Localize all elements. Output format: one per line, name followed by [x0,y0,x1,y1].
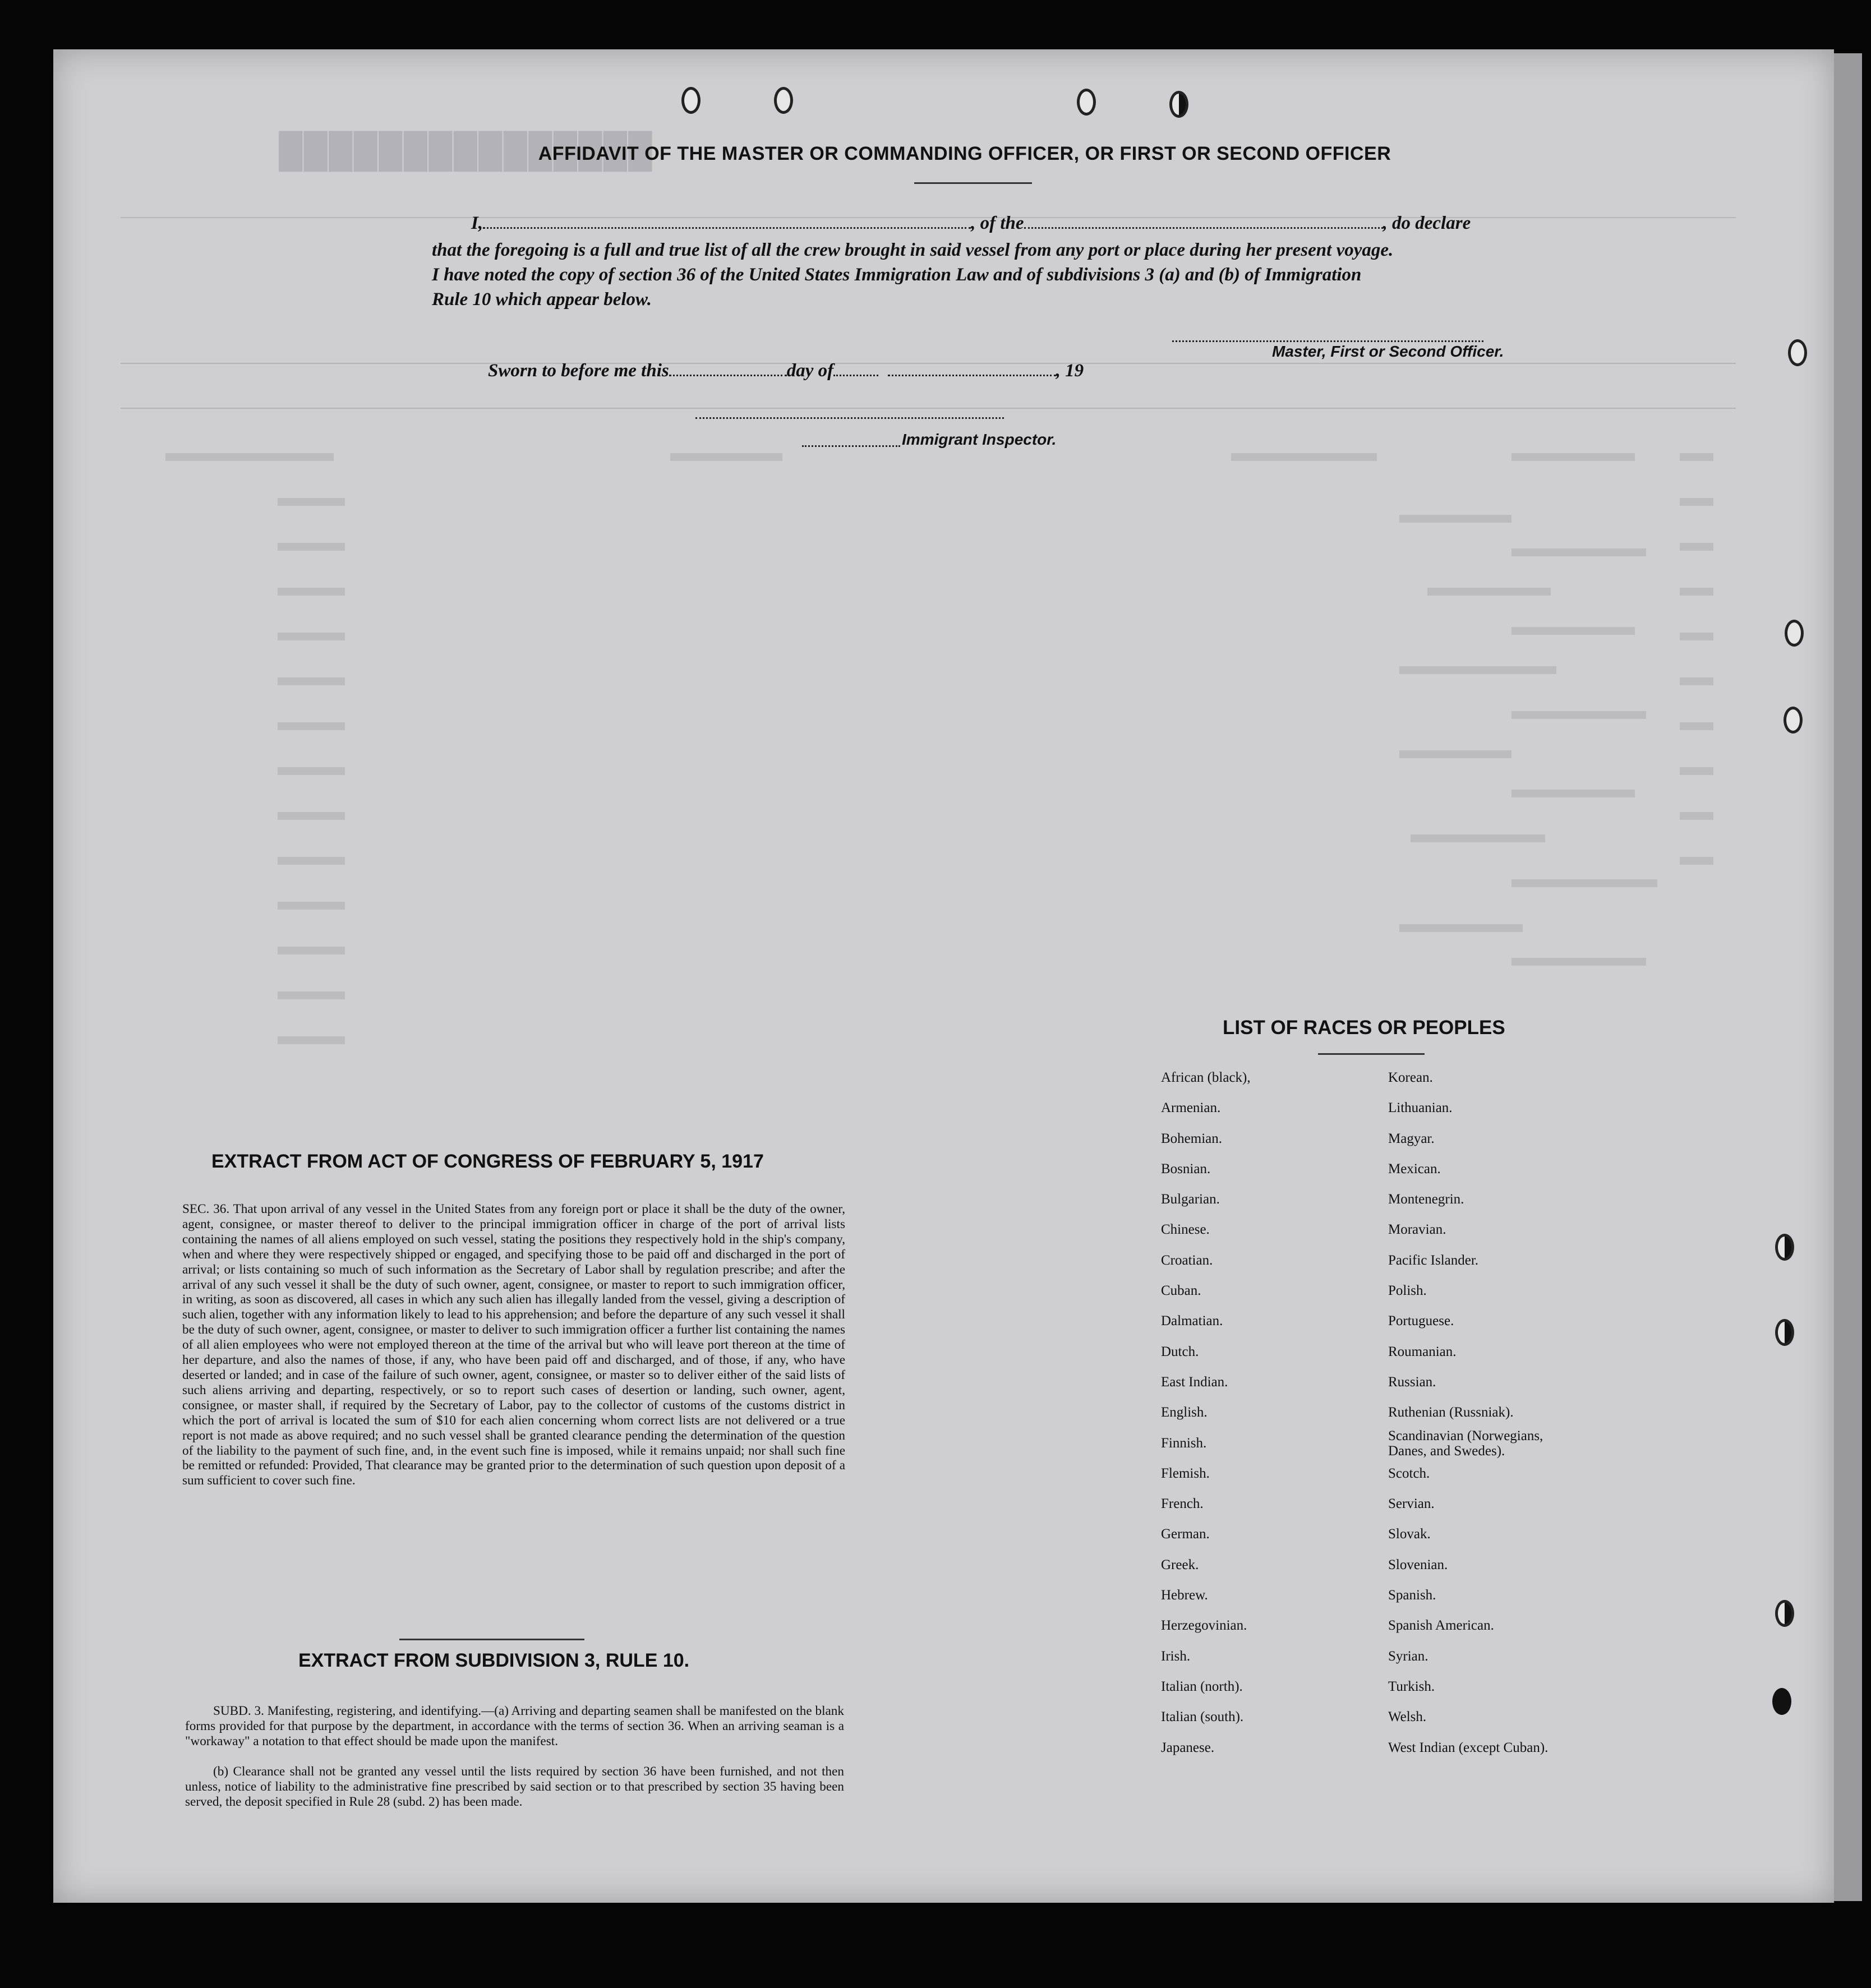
race-item: Irish. [1161,1648,1191,1664]
rule-heading-underline [399,1639,584,1640]
races-heading: LIST OF RACES OR PEOPLES [1223,1017,1505,1039]
race-item: Russian. [1388,1374,1436,1390]
race-item: Montenegrin. [1388,1192,1464,1207]
races-heading-underline [1318,1053,1425,1055]
race-item: Finnish. [1161,1435,1207,1451]
race-item: Scotch. [1388,1465,1430,1481]
punch-hole [681,87,701,114]
punch-hole [1785,620,1804,647]
punch-hole [1772,1688,1791,1715]
inspector-blank-2[interactable] [802,433,900,447]
punch-hole [1775,1234,1794,1261]
race-item: Armenian. [1161,1100,1221,1116]
sworn-day-blank[interactable] [669,362,787,376]
sworn-month-blank-2[interactable] [888,362,1056,376]
race-item: East Indian. [1161,1374,1228,1390]
punch-hole [1169,91,1188,118]
inspector-signature-blank[interactable] [695,405,1004,419]
race-item: Slovenian. [1388,1557,1448,1572]
race-item: Croatian. [1161,1252,1213,1268]
bleed-through-title: ███████████████ [278,131,652,169]
race-item: Slovak. [1388,1526,1431,1542]
race-item: Turkish. [1388,1678,1435,1694]
punch-hole [1788,339,1807,366]
act-heading: EXTRACT FROM ACT OF CONGRESS OF FEBRUARY 5, 1917 [211,1151,764,1172]
race-item: English. [1161,1405,1208,1420]
punch-hole [1775,1319,1794,1346]
affidavit-title: AFFIDAVIT OF THE MASTER OR COMMANDING OFFICER, OR FIRST OR SECOND OFFICER [538,143,1391,164]
race-item: West Indian (except Cuban). [1388,1740,1549,1755]
declaration-line-3: I have noted the copy of section 36 of the United States Immigration Law and of subdivisions 3 (a) and (b) of Immigration [432,265,1362,285]
master-label: Master, First or Second Officer. [1272,343,1504,360]
race-item: Dalmatian. [1161,1313,1223,1329]
races-right-column [1388,1063,1579,1763]
inspector-label: Immigrant Inspector. [902,431,1057,448]
vessel-blank[interactable] [1024,215,1383,229]
race-item: Portuguese. [1388,1313,1454,1329]
rule-text-b: (b) Clearance shall not be granted any vessel until the lists required by section 36 have been furnished, and not then unless, notice of liability to the administrative fine prescribed by said section or to that prescribed by section 35 having been served, the deposit specified in Rule 28 (subd. 2) has been made. [185,1764,844,1809]
race-item: Greek. [1161,1557,1199,1572]
declaration-line-2: that the foregoing is a full and true list of all the crew brought in said vessel from any port or place during her present voyage. [432,240,1394,260]
race-item: Korean. [1388,1070,1433,1085]
name-blank[interactable] [483,215,971,229]
race-item: Italian (north). [1161,1678,1243,1694]
act-text: SEC. 36. That upon arrival of any vessel in the United States from any foreign port or place it shall be the duty of the owner, agent, consignee, or master thereof to deliver to the principal immigration officer in charge of the port of arrival lists containing the names of all aliens employed on such vessel, stating the positions they respectively hold in the ship's company, when and where they were respectively shipped or engaged, and specifying those to be paid off and discharged in the port of arrival; or lists containing so much of such information as the Secretary of Labor shall by regulation prescribe; and after the arrival of any such vessel it shall be the duty of such owner, agent, consignee, or master to report to such immigration officer, in writing, as soon as discovered, all cases in which any such alien has illegally landed from the vessel, giving a description of such alien, together with any information likely to lead to his apprehension; and before the departure of any such vessel it shall be the duty of such owner, agent, consignee, or master to deliver to such immigration officer a further list containing the names of all alien employees who were not employed thereon at the time of the arrival but who will leave port thereon at the time of her departure, and also the names of those, if any, who have been paid off and discharged, and of those, if any, who have deserted or landed; and in case of the failure of such owner, agent, consignee, or master so to deliver either of the said lists of such aliens arriving and departing, respectively, or so to report such cases of desertion or landing, such owner, agent, consignee, or master shall, if required by the Secretary of Labor, pay to the collector of customs of the customs district in which the port of arrival is located the sum of $10 for each alien concerning whom correct lists are not delivered or a true report is not made as above required; and no such vessel shall be granted clearance pending the determination of the question of the liability to the payment of such fine, and, in the event such fine is imposed, while it remains unpaid; nor shall such fine be remitted or refunded: Provided, That clearance may be granted prior to the determination of such question upon deposit of a sum sufficient to cover such fine. [182,1202,845,1488]
punch-hole [774,87,793,114]
race-item: Japanese. [1161,1740,1215,1755]
race-item: African (black), [1161,1070,1251,1085]
race-item: Moravian. [1388,1222,1446,1238]
race-item: Bulgarian. [1161,1192,1220,1207]
race-item: Spanish American. [1388,1618,1494,1634]
race-item: Polish. [1388,1283,1427,1299]
race-item: Magyar. [1388,1131,1435,1146]
race-item: Syrian. [1388,1648,1428,1664]
race-item: Welsh. [1388,1709,1427,1725]
sworn-month-blank[interactable] [833,362,878,376]
declaration-line-4: Rule 10 which appear below. [432,289,652,310]
race-item: Flemish. [1161,1465,1210,1481]
race-item: Hebrew. [1161,1588,1208,1603]
race-item: German. [1161,1526,1210,1542]
race-item: Bohemian. [1161,1131,1223,1146]
race-item: Roumanian. [1388,1344,1457,1359]
master-signature-blank[interactable] [1172,328,1483,342]
race-item: Pacific Islander. [1388,1252,1479,1268]
race-item: Chinese. [1161,1222,1210,1238]
race-item: Lithuanian. [1388,1100,1453,1116]
race-item: Italian (south). [1161,1709,1244,1725]
punch-hole [1775,1600,1794,1627]
race-item: Herzegovinian. [1161,1618,1247,1634]
races-left-column [1161,1063,1251,1763]
rule-text-a: SUBD. 3. Manifesting, registering, and identifying.—(a) Arriving and departing seamen shall be manifested on the blank forms provided for that purpose by the department, in accordance with the terms of section 36. When an arriving seaman is a "workaway" a notation to that effect should be made upon the manifest. [185,1704,844,1749]
declaration-line-1: I, , of the , do declare [471,213,1471,233]
race-item: Dutch. [1161,1344,1199,1359]
punch-hole [1784,707,1803,734]
punch-hole [1077,89,1096,116]
race-item: Ruthenian (Russniak). [1388,1405,1514,1420]
page-edge [1834,53,1862,1901]
rule-heading: EXTRACT FROM SUBDIVISION 3, RULE 10. [298,1650,690,1671]
race-item: Mexican. [1388,1161,1441,1177]
race-item: Spanish. [1388,1588,1436,1603]
race-item: Cuban. [1161,1283,1201,1299]
title-underline [914,182,1032,184]
race-item: Scandinavian (Norwegians, Danes, and Swedes). [1388,1428,1543,1459]
race-item: Bosnian. [1161,1161,1211,1177]
sworn-line: Sworn to before me this day of , 19 [488,361,1084,381]
race-item: Servian. [1388,1496,1435,1512]
race-item: French. [1161,1496,1204,1512]
